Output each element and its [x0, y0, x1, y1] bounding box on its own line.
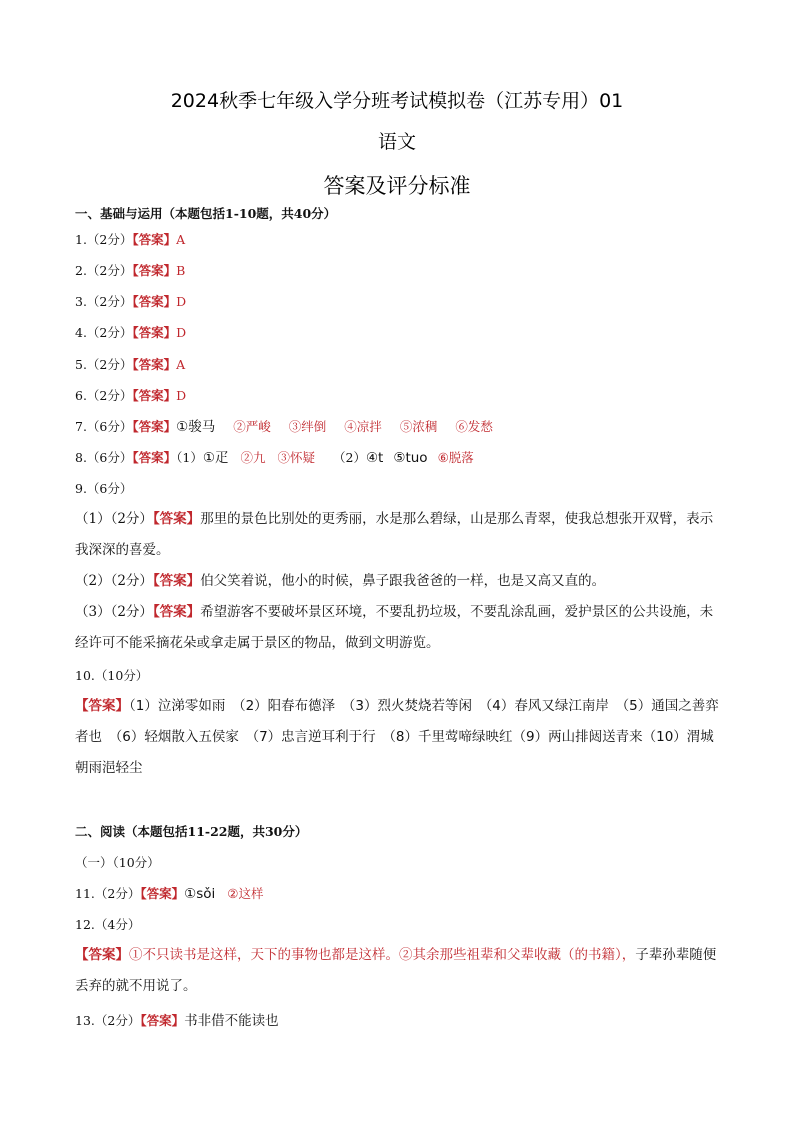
q1-line — [75, 232, 185, 248]
section2-heading: 二、阅读（本题包括11-22题，共30分） — [75, 824, 308, 839]
q11-prefix: 11.（2分） — [75, 886, 141, 901]
q9-sub3 — [75, 597, 725, 659]
q9-sub2-text: 伯父笑着说，他小的时候，鼻子跟我爸爸的一样，也是又高又直的。 — [200, 573, 606, 589]
q8-answer-4: ④t — [365, 450, 384, 466]
answer-tag: 【答案】 — [132, 419, 177, 434]
page-title: 2024秋季七年级入学分班考试模拟卷（江苏专用）01 — [170, 90, 624, 112]
answer-tag: 【答案】 — [132, 388, 177, 403]
q8-answer-6: ⑥脱落 — [437, 450, 474, 465]
q4-prefix: 4.（2分） — [75, 325, 133, 340]
q7-answer-6: ⑥发愁 — [455, 419, 493, 434]
q3-line — [75, 294, 186, 310]
q4-line — [75, 325, 186, 341]
q9-sub3-text: 希望游客不要破坏景区环境，不要乱扔垃圾，不要乱涂乱画，爱护景区的公共设施，未经许可不能采摘花朵或拿走属于景区的物品，做到文明游览。 — [75, 604, 714, 651]
q7-answer-5: ⑤浓稠 — [399, 419, 438, 434]
q13-answer: 书非借不能读也 — [184, 1013, 279, 1029]
q2-answer: B — [176, 263, 186, 278]
q8-part1-label: （1） — [176, 450, 203, 465]
q10-text: （1）泣涕零如雨 （2）阳春布德泽 （3）烈火焚烧若等闲 （4）春风又绿江南岸 （5）通国之善弈者也 （6）轻烟散入五侯家 （7）忠言逆耳利于行 （8）千里莺啼绿映红（9）两山排闼送青来（10）渭城朝雨浥轻尘 — [75, 698, 719, 776]
answer-tag: 【答案】 — [132, 325, 177, 340]
q9-sub3-prefix: （3）（2分） — [75, 604, 153, 620]
q2-line — [75, 263, 185, 279]
answer-tag: 【答案】 — [152, 604, 201, 620]
q9-sub2 — [75, 566, 725, 597]
section2-part1: （一）（10分） — [75, 855, 160, 870]
answer-tag: 【答案】 — [132, 232, 177, 247]
q3-answer: D — [176, 294, 187, 309]
q11-line — [75, 886, 263, 902]
q10-heading: 10.（10分） — [75, 668, 149, 683]
q8-answer-5: ⑤tuo — [393, 450, 428, 466]
q8-answer-1: ①疋 — [202, 450, 229, 466]
q1-prefix: 1.（2分） — [75, 232, 133, 247]
q6-line — [75, 388, 186, 404]
q1-answer: A — [176, 232, 186, 247]
answer-tag: 【答案】 — [75, 947, 129, 963]
q6-answer: D — [176, 388, 187, 403]
q10-answer — [75, 691, 725, 784]
q5-line — [75, 357, 185, 373]
answer-tag: 【答案】 — [140, 1013, 185, 1028]
q13-line — [75, 1013, 279, 1029]
q5-answer: A — [176, 357, 186, 372]
q12-answer — [75, 940, 725, 1002]
q4-answer: D — [176, 325, 187, 340]
q7-answer-4: ④凉拌 — [344, 419, 382, 434]
answer-tag: 【答案】 — [152, 573, 201, 589]
q11-answer-2: ②这样 — [227, 886, 264, 901]
q11-answer-1: ①sǒi — [184, 886, 216, 902]
q5-prefix: 5.（2分） — [75, 357, 133, 372]
answer-tag: 【答案】 — [132, 357, 177, 372]
answer-tag: 【答案】 — [75, 698, 129, 714]
answer-subtitle: 答案及评分标准 — [323, 174, 471, 198]
q9-sub1 — [75, 504, 725, 566]
q7-answer-1: ①骏马 — [176, 419, 216, 435]
q8-answer-3: ③怀疑 — [277, 450, 315, 465]
answer-tag: 【答案】 — [132, 450, 177, 465]
q8-part2-label: （2） — [333, 450, 366, 465]
q7-line — [75, 419, 493, 435]
q7-answer-3: ③绊倒 — [288, 419, 327, 434]
q7-prefix: 7.（6分） — [75, 419, 133, 434]
q9-heading: 9.（6分） — [75, 481, 133, 496]
q6-prefix: 6.（2分） — [75, 388, 133, 403]
q12-text-black: 子辈孙辈随便丢弃的就不用说了。 — [75, 947, 717, 994]
answer-tag: 【答案】 — [132, 294, 177, 309]
q8-answer-2: ②九 — [240, 450, 266, 465]
q7-answer-2: ②严峻 — [233, 419, 271, 434]
q8-line — [75, 450, 474, 466]
q13-prefix: 13.（2分） — [75, 1013, 141, 1028]
q12-heading: 12.（4分） — [75, 917, 141, 932]
subject-title: 语文 — [377, 131, 416, 153]
answer-tag: 【答案】 — [132, 263, 177, 278]
q12-text-red: ①不只读书是这样，天下的事物也都是这样。②其余那些祖辈和父辈收藏（的书籍）， — [129, 947, 636, 963]
q9-sub1-text: 那里的景色比别处的更秀丽，水是那么碧绿，山是那么青翠，使我总想张开双臂，表示我深深的喜爱。 — [75, 511, 714, 558]
q2-prefix: 2.（2分） — [75, 263, 133, 278]
section1-heading: 一、基础与运用（本题包括1-10题，共40分） — [75, 206, 337, 221]
q9-sub1-prefix: （1）（2分） — [75, 511, 153, 527]
q8-prefix: 8.（6分） — [75, 450, 133, 465]
answer-tag: 【答案】 — [152, 511, 201, 527]
q3-prefix: 3.（2分） — [75, 294, 133, 309]
q9-sub2-prefix: （2）（2分） — [75, 573, 153, 589]
answer-tag: 【答案】 — [140, 886, 185, 901]
